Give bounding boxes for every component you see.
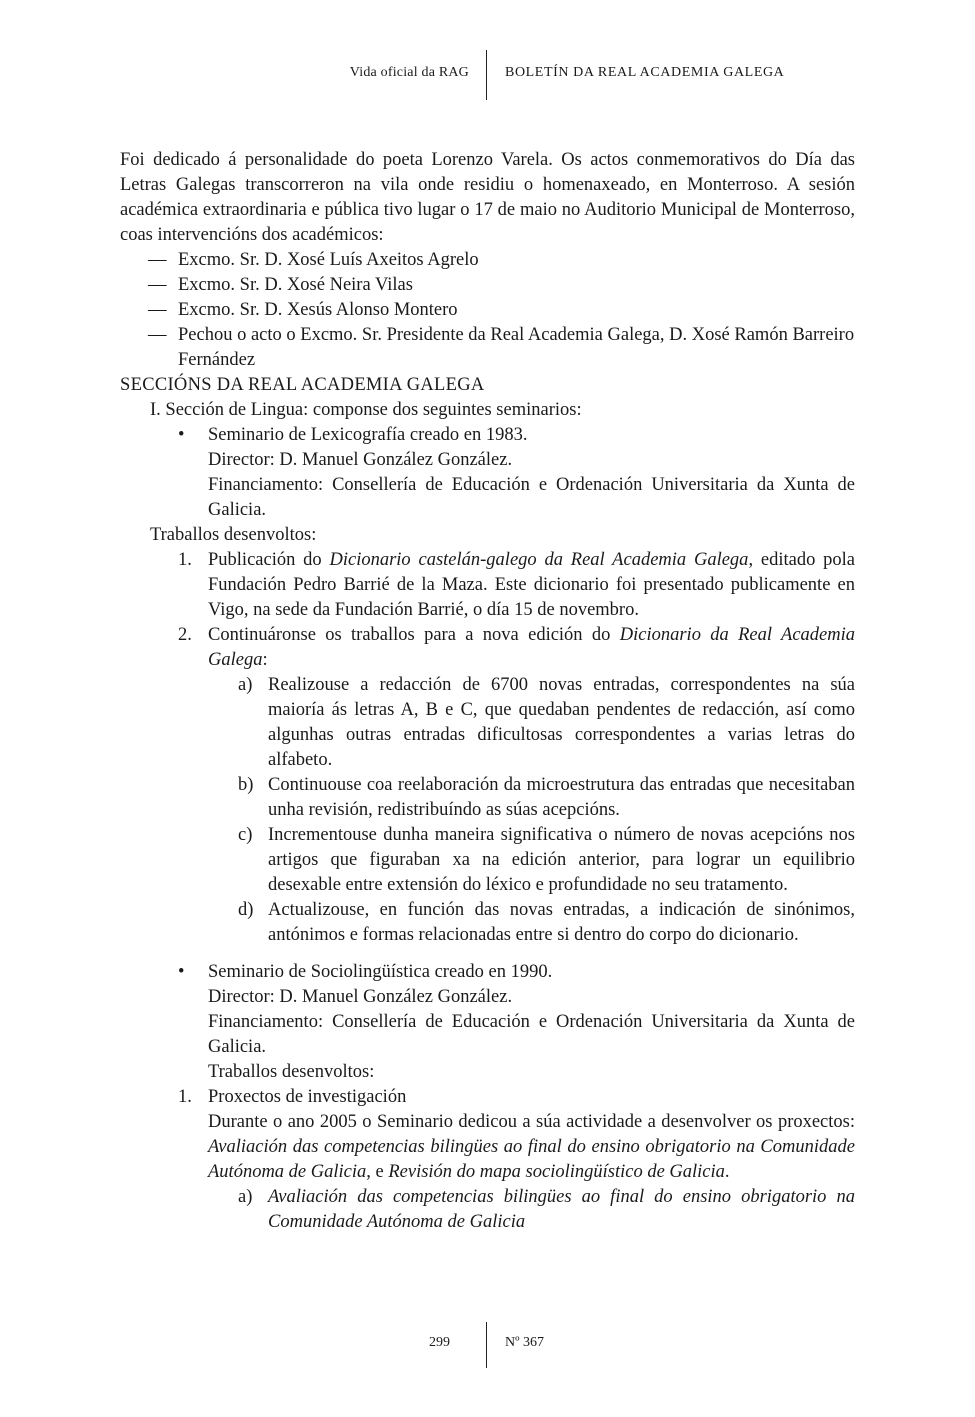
project-item: [120, 1085, 855, 1110]
work-title-italic: Dicionario da Real Academia Galega: [208, 625, 856, 670]
page-number: 299: [429, 1335, 450, 1350]
bullet-marker: •: [178, 425, 185, 445]
work-text: :: [262, 650, 268, 670]
seminar-director: Director: D. Manuel González González.: [208, 987, 513, 1007]
sub-item: [120, 823, 855, 898]
work-number: 1.: [178, 550, 192, 570]
dash-marker: —: [148, 300, 167, 320]
speaker-item: [120, 298, 855, 323]
work-text: Continuáronse os traballos para a nova edición do: [208, 625, 620, 645]
issue-number: Nº 367: [505, 1335, 544, 1350]
work-item: [120, 623, 855, 673]
works-label: Traballos desenvoltos:: [208, 1062, 375, 1082]
project-desc-text: , e: [366, 1162, 389, 1182]
lingua-number: I.: [150, 400, 161, 420]
sub-item-mark: d): [238, 900, 254, 920]
speaker-item: [120, 273, 855, 298]
seminar-funding: Financiamento: Consellería de Educación e Ordenación Universitaria da Xunta de Galicia.: [208, 1012, 855, 1057]
seminar-title: Seminario de Sociolingüística creado en 1990.: [208, 962, 553, 982]
bullet-marker: •: [178, 962, 185, 982]
sub-item-text: Actualizouse, en función das novas entradas, a indicación de sinónimos, antónimos e formas relacionadas entre si dentro do corpo do dicionario.: [268, 900, 855, 945]
works-label: Traballos desenvoltos:: [150, 525, 317, 545]
sub-item: [120, 898, 855, 948]
sub-item-mark: a): [238, 1187, 253, 1207]
speaker-text: Excmo. Sr. D. Xosé Luís Axeitos Agrelo: [178, 250, 479, 270]
dash-marker: —: [148, 275, 167, 295]
dash-marker: —: [148, 325, 167, 345]
work-title-italic: Dicionario castelán-galego da Real Academia Galega: [329, 550, 749, 570]
work-item: [120, 548, 855, 623]
sub-item-mark: a): [238, 675, 253, 695]
sub-item-text: Incrementouse dunha maneira significativa o número de novas acepcións nos artigos que figuraban xa na edición anterior, para lograr un equilibrio desexable entre extensión do léxico e profundidade no seu tratamento.: [268, 825, 855, 895]
project-title: Proxectos de investigación: [208, 1087, 407, 1107]
project-desc-text: .: [724, 1162, 730, 1182]
sub-item-italic: Avaliación das competencias bilingües ao final do ensino obrigatorio na Comunidade Autónoma de Galicia: [268, 1187, 855, 1232]
section-heading: SECCIÓNS DA REAL ACADEMIA GALEGA: [120, 375, 485, 395]
speaker-item: [120, 323, 855, 373]
speaker-text: Excmo. Sr. D. Xesús Alonso Montero: [178, 300, 458, 320]
speaker-item: [120, 248, 855, 273]
sub-item-mark: c): [238, 825, 253, 845]
sub-item: [120, 673, 855, 773]
project-number: 1.: [178, 1087, 192, 1107]
project-title-italic: Revisión do mapa sociolingüístico de Galicia: [388, 1162, 725, 1182]
seminar-lexicografia: [120, 423, 855, 448]
page-body: [120, 148, 855, 1235]
project-title-italic: Avaliación das competencias bilingües ao final do ensino obrigatorio na Comunidade Autónoma de Galicia: [208, 1137, 855, 1182]
project-description: [120, 1110, 855, 1185]
speaker-text: Excmo. Sr. D. Xosé Neira Vilas: [178, 275, 413, 295]
lingua-title: Sección de Lingua:: [165, 400, 309, 420]
work-number: 2.: [178, 625, 192, 645]
lingua-rest: componse dos seguintes seminarios:: [308, 400, 582, 420]
lingua-section-line: [120, 398, 855, 423]
sub-item-mark: b): [238, 775, 254, 795]
sub-item-text: Continuouse coa reelaboración da microestrutura das entradas que necesitaban unha revisión, redistribuíndo as súas acepcións.: [268, 775, 855, 820]
sub-item-text: Realizouse a redacción de 6700 novas entradas, correspondentes na súa maioría ás letras A, B e C, que quedaban pendentes de redacción, así como algunhas outras entradas dificultosas correspondentes a varias letras do alfabeto.: [268, 675, 855, 770]
project-desc-text: Durante o ano 2005 o Seminario dedicou a súa actividade a desenvolver os proxectos:: [208, 1112, 855, 1132]
sub-item: [120, 773, 855, 823]
header-divider: [486, 50, 487, 100]
dash-marker: —: [148, 250, 167, 270]
running-header-left: Vida oficial da RAG: [349, 65, 469, 80]
intro-paragraph: Foi dedicado á personalidade do poeta Lorenzo Varela. Os actos conmemorativos do Día das Letras Galegas transcorreron na vila onde residiu o homenaxeado, en Monterroso. A sesión académica extraordinaria e pública tivo lugar o 17 de maio no Auditorio Municipal de Monterroso, coas intervencións dos académicos:: [120, 150, 855, 245]
sub-item: [120, 1185, 855, 1235]
footer-divider: [486, 1322, 487, 1368]
seminar-funding: Financiamento: Consellería de Educación e Ordenación Universitaria da Xunta de Galicia.: [208, 475, 855, 520]
running-header-right: BOLETÍN DA REAL ACADEMIA GALEGA: [505, 65, 785, 80]
seminar-sociolinguistica: [120, 960, 855, 985]
seminar-title: Seminario de Lexicografía creado en 1983.: [208, 425, 528, 445]
work-text: , editado pola Fundación Pedro Barrié de la Maza. Este dicionario foi presentado publicamente en Vigo, na sede da Fundación Barrié, o día 15 de novembro.: [208, 550, 856, 620]
work-text: Publicación do: [208, 550, 330, 570]
seminar-director: Director: D. Manuel González González.: [208, 450, 513, 470]
speaker-text: Pechou o acto o Excmo. Sr. Presidente da Real Academia Galega, D. Xosé Ramón Barreiro Fernández: [178, 325, 855, 370]
